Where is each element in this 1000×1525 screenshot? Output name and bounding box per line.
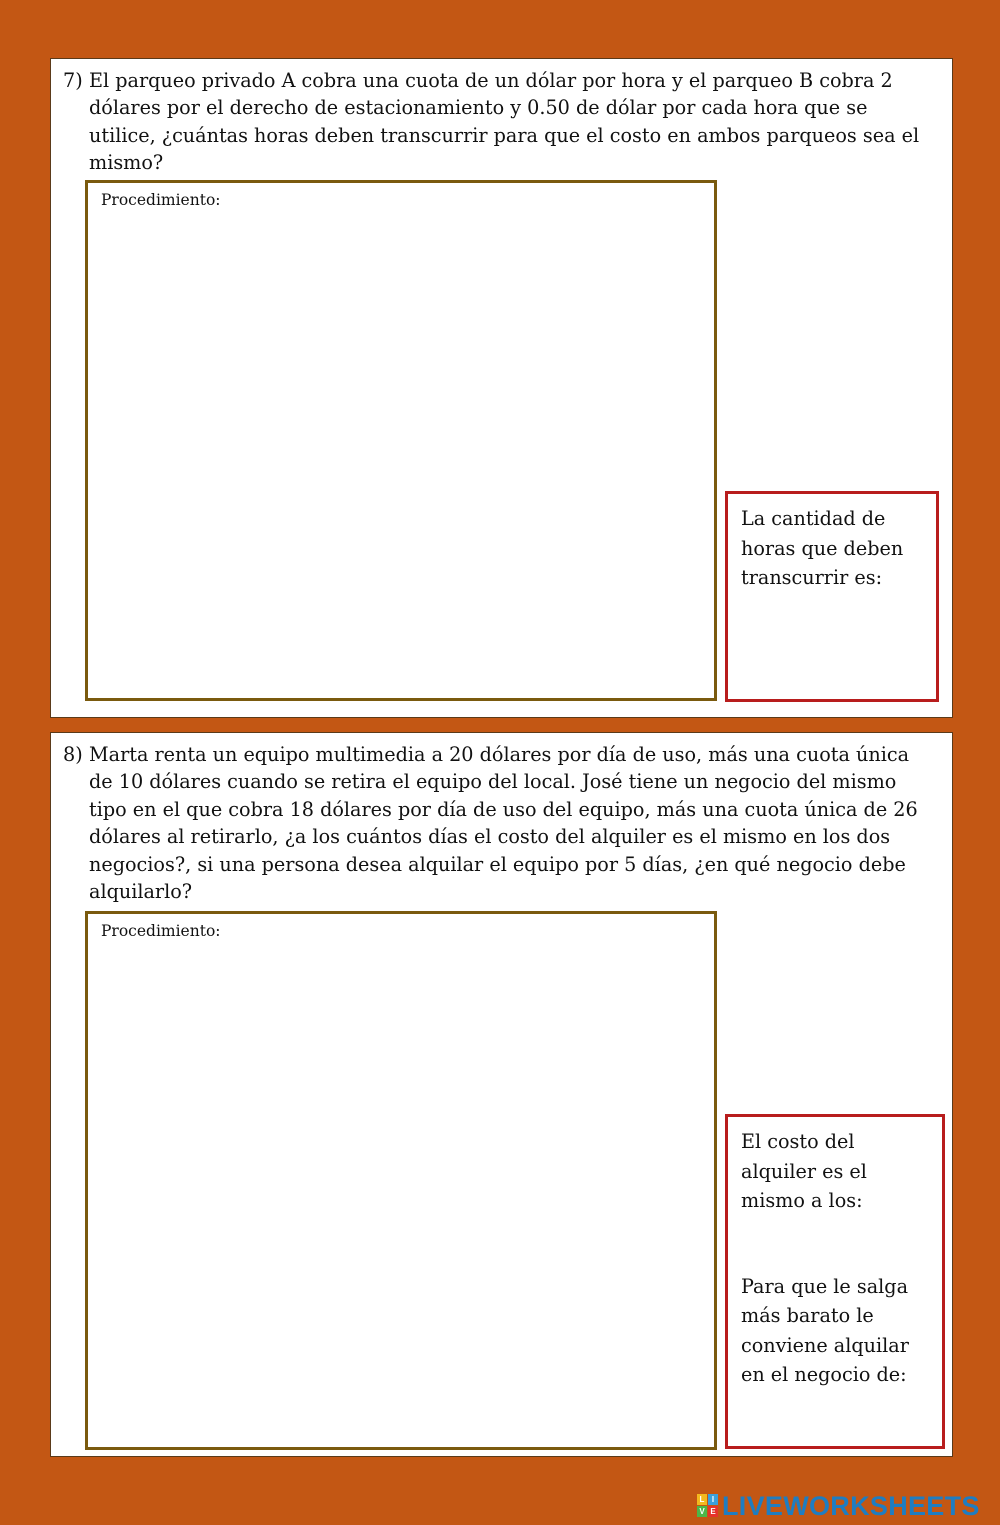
question-text: El parqueo privado A cobra una cuota de un dólar por hora y el parqueo B cobra 2 dólares por el derecho de estacionamiento y 0.50 de dólar por cada hora que se utilice, ¿cuántas horas deben transcurrir para que el costo en ambos parqueos sea el mismo?: [89, 69, 920, 175]
answer-box[interactable]: [725, 491, 939, 702]
question-8-prompt: [63, 741, 938, 905]
question-text: Marta renta un equipo multimedia a 20 dólares por día de uso, más una cuota única de 10 dólares cuando se retira el equipo del local. José tiene un negocio del mismo tipo en el que cobra 18 dólares por día de uso del equipo, más una cuota única de 26 dólares al retirarlo, ¿a los cuántos días el costo del alquiler es el mismo en los dos negocios?, si una persona desea alquilar el equipo por 5 días, ¿en qué negocio debe alquilarlo?: [89, 743, 918, 904]
answer-prompt-line: Para que le salga: [741, 1274, 909, 1298]
liveworksheets-brand: [697, 1490, 980, 1522]
answer-prompt-line: conviene alquilar: [741, 1333, 909, 1357]
answer-gap: [741, 1216, 932, 1272]
question-7-prompt: [63, 67, 938, 177]
question-number: 7): [63, 69, 83, 92]
answer-prompt-line: transcurrir es:: [741, 566, 883, 589]
answer-prompt-line: El costo del: [741, 1130, 855, 1153]
question-7-card: [50, 58, 953, 718]
procedure-label: Procedimiento:: [101, 922, 221, 940]
answer-prompt-line: La cantidad de: [741, 507, 886, 530]
question-number: 8): [63, 743, 83, 766]
liveworksheets-logo-icon: L I V E: [697, 1494, 719, 1518]
answer-prompt-line: más barato le: [741, 1304, 874, 1327]
procedure-area[interactable]: [85, 180, 717, 701]
procedure-label: Procedimiento:: [101, 191, 221, 209]
answer-box[interactable]: [725, 1114, 945, 1449]
answer-prompt-line: horas que deben: [741, 536, 904, 560]
procedure-area[interactable]: [85, 911, 717, 1450]
question-8-card: [50, 732, 953, 1457]
brand-text: LIVEWORKSHEETS: [722, 1491, 980, 1521]
answer-prompt-line: mismo a los:: [741, 1189, 863, 1212]
answer-prompt-line: en el negocio de:: [741, 1363, 907, 1386]
answer-prompt-line: alquiler es el: [741, 1159, 867, 1183]
